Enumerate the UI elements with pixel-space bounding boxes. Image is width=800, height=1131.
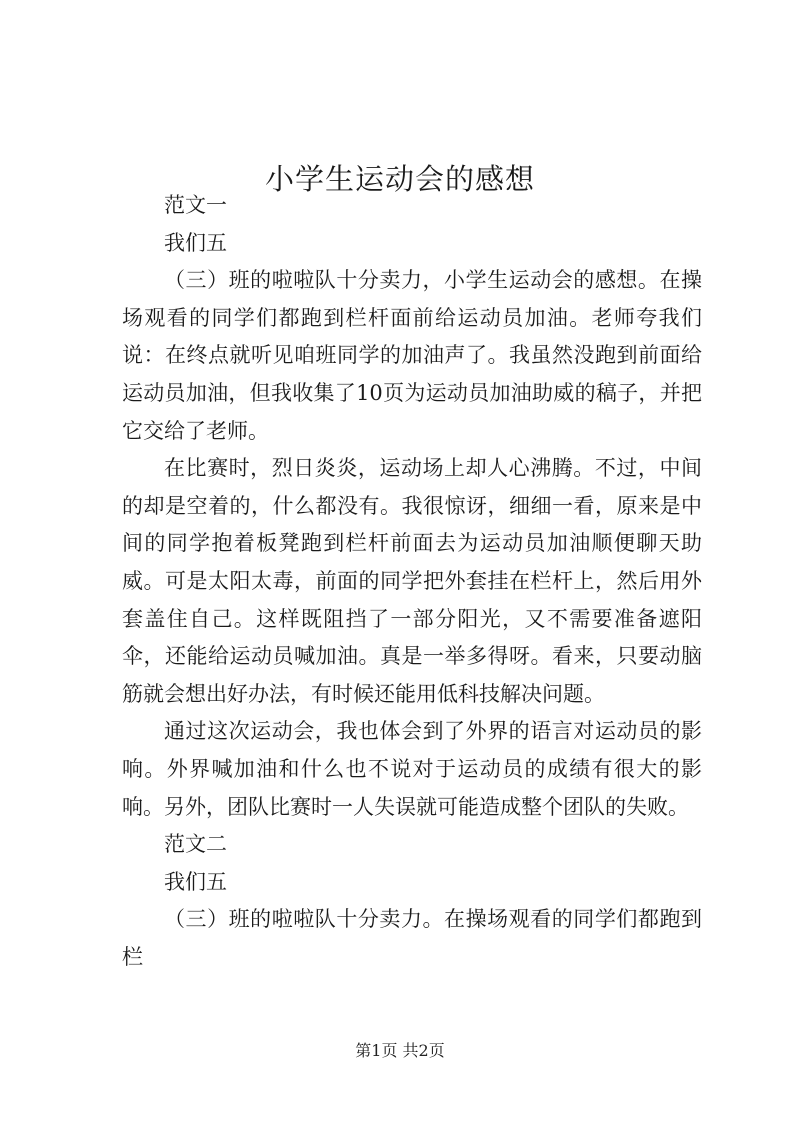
paragraph: 我们五	[164, 869, 227, 894]
paragraph: （三）班的啦啦队十分卖力。在操场观看的同学们都跑到栏	[122, 907, 702, 969]
paragraph: 我们五	[164, 230, 227, 255]
paragraph-heading-1: 范文一	[164, 193, 227, 217]
document-body	[122, 187, 702, 976]
paragraph: 在比赛时，烈日炎炎，运动场上却人心沸腾。不过，中间的却是空着的，什么都没有。我很惊讶，细细一看，原来是中间的同学抱着板凳跑到栏杆前面去为运动员加油顺便聊天助威。可是太阳太毒，前面的同学把外套挂在栏杆上，然后用外套盖住自己。这样既阻挡了一部分阳光，又不需要准备遮阳伞，还能给运动员喊加油。真是一举多得呀。看来，只要动脑筋就会想出好办法，有时候还能用低科技解决问题。	[122, 456, 702, 706]
page-footer	[0, 1040, 800, 1062]
paragraph: （三）班的啦啦队十分卖力，小学生运动会的感想。在操场观看的同学们都跑到栏杆面前给运动员加油。老师夸我们说：在终点就听见咱班同学的加油声了。我虽然没跑到前面给运动员加油，但我收集了10页为运动员加油助威的稿子，并把它交给了老师。	[122, 268, 702, 443]
page-number: 第1页 共2页	[355, 1041, 445, 1060]
document-title: 小学生运动会的感想	[264, 162, 535, 197]
paragraph: 通过这次运动会，我也体会到了外界的语言对运动员的影响。外界喊加油和什么也不说对于运动员的成绩有很大的影响。另外，团队比赛时一人失误就可能造成整个团队的失败。	[122, 719, 702, 819]
paragraph-heading-2: 范文二	[164, 832, 227, 857]
